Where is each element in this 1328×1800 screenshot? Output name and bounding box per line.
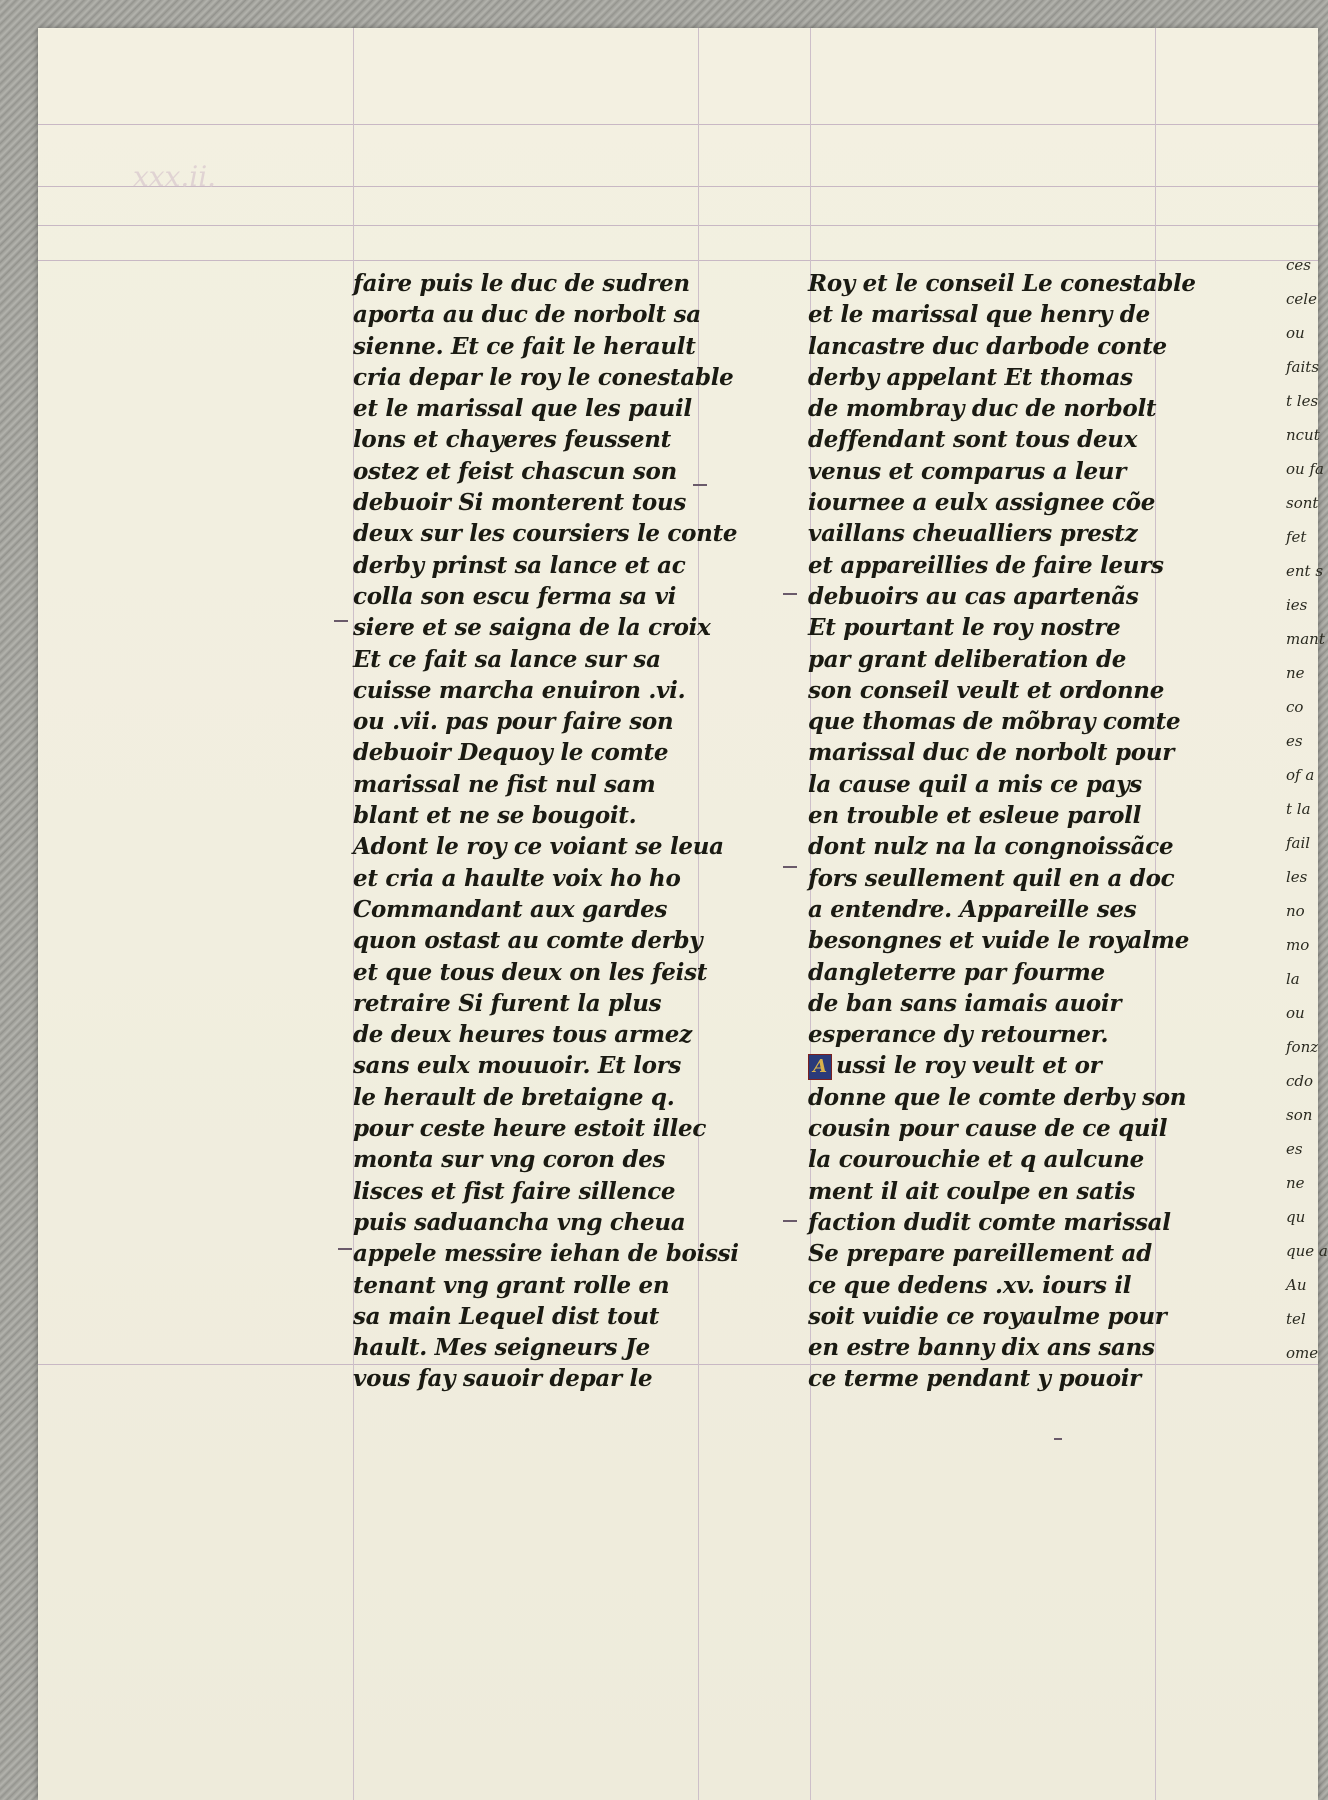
manuscript-line: hault. Mes seigneurs Je [353,1334,650,1362]
manuscript-line: ou .vii. pas pour faire son [353,708,674,736]
manuscript-line: vaillans cheualliers prestz [808,520,1138,548]
edge-fragment: cdo [1286,1072,1314,1090]
manuscript-line: Adont le roy ce voiant se leua [353,833,724,861]
manuscript-line: tenant vng grant rolle en [353,1271,670,1299]
margin-mark [783,866,797,868]
manuscript-line: lons et chayeres feussent [353,426,671,454]
manuscript-line: blant et ne se bougoit. [353,802,637,830]
manuscript-line: ce terme pendant y pouoir [808,1365,1141,1393]
edge-fragment: co [1286,698,1304,716]
edge-fragment: es [1286,1140,1303,1158]
edge-fragment: t les [1286,392,1319,410]
manuscript-folio [38,28,1328,1800]
manuscript-line: a entendre. Appareille ses [808,895,1137,923]
margin-mark [338,1248,352,1250]
edge-fragment: ne [1286,1174,1305,1192]
manuscript-line: sans eulx mouuoir. Et lors [353,1052,682,1080]
edge-fragment: mant [1286,630,1325,648]
manuscript-line: esperance dy retourner. [808,1021,1109,1049]
manuscript-line: vous fay sauoir depar le [353,1365,653,1393]
manuscript-line: pour ceste heure estoit illec [353,1115,707,1143]
edge-fragment: Au [1286,1276,1307,1294]
manuscript-line: en estre banny dix ans sans [808,1334,1155,1362]
manuscript-line: ce que dedens .xv. iours il [808,1271,1132,1299]
edge-fragment: la [1286,970,1300,988]
manuscript-line: cuisse marcha enuiron .vi. [353,676,686,704]
edge-fragment: fail [1286,834,1311,852]
manuscript-line: le herault de bretaigne q. [353,1083,675,1111]
manuscript-line: de ban sans iamais auoir [808,989,1122,1017]
manuscript-line: par grant deliberation de [808,645,1127,673]
ruling-line [38,225,1318,226]
ruling-line [38,124,1318,125]
edge-fragment: ne [1286,664,1305,682]
manuscript-line: sa main Lequel dist tout [353,1302,660,1330]
faint-folio-mark: xxx.ii. [133,160,217,193]
edge-fragment: no [1286,902,1305,920]
margin-mark [783,1220,797,1222]
margin-mark [783,593,797,595]
edge-fragment: mo [1286,936,1310,954]
manuscript-line: ment il ait coulpe en satis [808,1177,1136,1205]
manuscript-line: de mombray duc de norbolt [808,395,1157,423]
edge-fragment: faits [1286,358,1320,376]
manuscript-line: et le marissal que henry de [808,301,1150,329]
manuscript-line: ostez et feist chascun son [353,457,677,485]
manuscript-line: et appareillies de faire leurs [808,551,1164,579]
manuscript-line: son conseil veult et ordonne [808,676,1165,704]
manuscript-line: venus et comparus a leur [808,457,1127,485]
manuscript-line: faire puis le duc de sudren [353,270,690,297]
edge-fragment: cele [1286,290,1317,308]
manuscript-line: donne que le comte derby son [808,1083,1187,1111]
manuscript-line: fors seullement quil en a doc [808,864,1175,892]
edge-fragment: fonz [1286,1038,1319,1056]
ruling-line [38,186,1318,187]
edge-fragment: son [1286,1106,1313,1124]
manuscript-line: derby appelant Et thomas [808,363,1133,391]
manuscript-line: dont nulz na la congnoissãce [808,833,1174,861]
manuscript-line: iournee a eulx assignee cõe [808,489,1156,517]
manuscript-line: siere et se saigna de la croix [353,614,711,642]
edge-fragment: ces [1286,256,1311,274]
manuscript-line: cria depar le roy le conestable [353,363,734,391]
manuscript-line: Roy et le conseil Le conestable [808,270,1196,297]
edge-fragment: ou fa [1286,460,1324,478]
manuscript-line: lancastre duc darbode conte [808,332,1167,360]
manuscript-line: colla son escu ferma sa vi [353,582,677,610]
manuscript-line: que thomas de mõbray comte [808,708,1181,736]
edge-fragment: fet [1286,528,1307,546]
manuscript-line: aporta au duc de norbolt sa [353,301,701,329]
manuscript-line: quon ostast au comte derby [353,927,703,955]
manuscript-line: Et ce fait sa lance sur sa [353,645,661,673]
edge-fragment: ent s [1286,562,1324,580]
edge-fragment: ies [1286,596,1308,614]
manuscript-line: debuoirs au cas apartenãs [808,582,1139,610]
manuscript-line: deffendant sont tous deux [808,426,1138,454]
edge-fragment: les [1286,868,1308,886]
manuscript-line: dangleterre par fourme [808,958,1105,986]
edge-fragment: sont [1286,494,1319,512]
manuscript-line: Se prepare pareillement ad [808,1240,1152,1268]
manuscript-line: puis saduancha vng cheua [353,1208,686,1236]
edge-fragment: ou [1286,324,1305,342]
manuscript-line: debuoir Si monterent tous [353,489,686,517]
manuscript-line [808,1050,1228,1081]
margin-mark [334,620,348,622]
manuscript-line: lisces et fist faire sillence [353,1177,676,1205]
manuscript-line-text: ussi le roy veult et or [836,1052,1102,1080]
manuscript-line: faction dudit comte marissal [808,1208,1171,1236]
edge-fragment: ncut [1286,426,1320,444]
manuscript-line: deux sur les coursiers le conte [353,520,738,548]
edge-fragment: tel [1286,1310,1306,1328]
illuminated-initial: A [808,1054,832,1080]
manuscript-line: la cause quil a mis ce pays [808,770,1142,798]
manuscript-line: derby prinst sa lance et ac [353,551,686,579]
edge-fragment: qu [1286,1208,1306,1226]
edge-fragment: es [1286,732,1303,750]
manuscript-line: cousin pour cause de ce quil [808,1115,1168,1143]
manuscript-line: besongnes et vuide le royalme [808,927,1190,955]
manuscript-line: de deux heures tous armez [353,1021,692,1049]
edge-fragment: ome [1286,1344,1319,1362]
manuscript-line: la courouchie et q aulcune [808,1146,1144,1174]
manuscript-line: et que tous deux on les feist [353,958,708,986]
left-text-column [353,268,773,1395]
manuscript-line: Et pourtant le roy nostre [808,614,1121,642]
right-text-column [808,268,1228,1395]
edge-fragment: of a [1286,766,1315,784]
margin-mark [1054,1438,1062,1440]
manuscript-line: appele messire iehan de boissi [353,1240,739,1268]
edge-fragment: t la [1286,800,1311,818]
manuscript-line: soit vuidie ce royaulme pour [808,1302,1167,1330]
manuscript-line: sienne. Et ce fait le herault [353,332,696,360]
manuscript-line: marissal ne fist nul sam [353,770,656,798]
manuscript-line: marissal duc de norbolt pour [808,739,1175,767]
manuscript-line: retraire Si furent la plus [353,989,662,1017]
manuscript-line: Commandant aux gardes [353,895,668,923]
manuscript-line: et le marissal que les pauil [353,395,692,423]
ruling-line [38,260,1318,261]
manuscript-line: debuoir Dequoy le comte [353,739,669,767]
manuscript-line: monta sur vng coron des [353,1146,666,1174]
edge-fragment: ou [1286,1004,1305,1022]
manuscript-line: et cria a haulte voix ho ho [353,864,681,892]
manuscript-line: en trouble et esleue paroll [808,802,1142,830]
adjacent-folio-edge [1286,248,1328,1378]
edge-fragment: que a [1286,1242,1328,1260]
